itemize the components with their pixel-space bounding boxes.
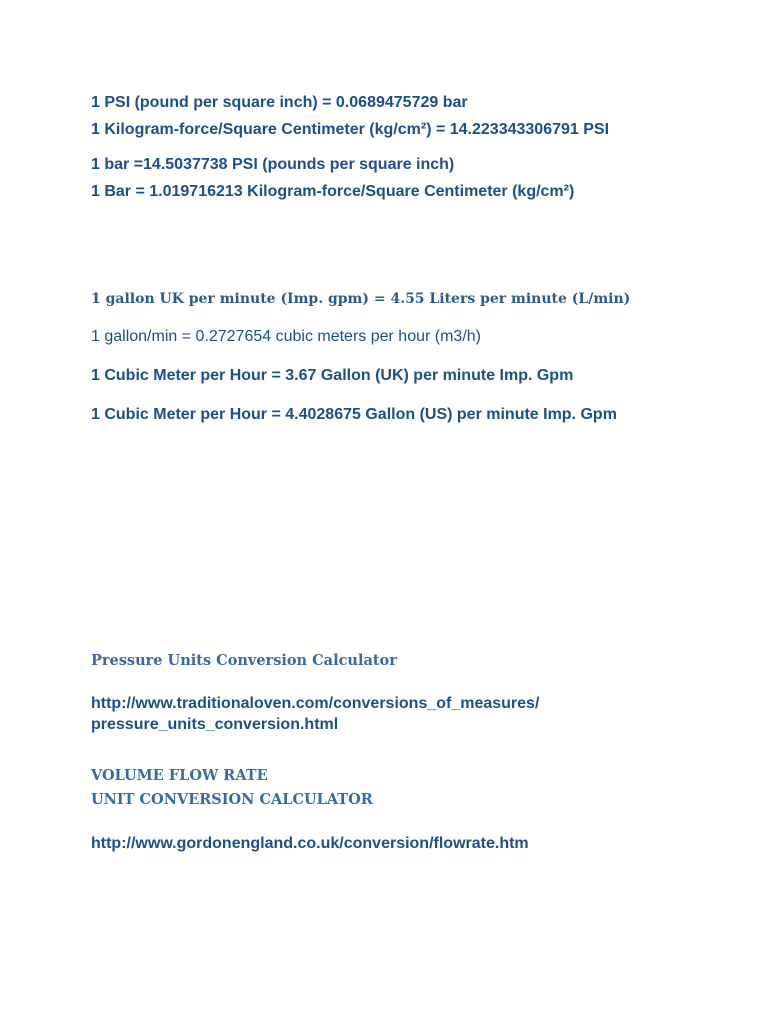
gallon-uk-to-liters-conversion: 1 gallon UK per minute (Imp. gpm) = 4.55 Liters per minute (L/min) <box>91 291 631 307</box>
cubic-meter-to-gallon-uk-conversion: 1 Cubic Meter per Hour = 3.67 Gallon (UK) per minute Imp. Gpm <box>91 367 574 384</box>
gallon-to-cubic-meters-conversion: 1 gallon/min = 0.2727654 cubic meters per hour (m3/h) <box>91 328 481 345</box>
bar-to-psi-conversion: 1 bar =14.5037738 PSI (pounds per square inch) <box>91 156 455 173</box>
volume-flow-rate-heading: VOLUME FLOW RATE <box>91 767 268 784</box>
pressure-calculator-heading: Pressure Units Conversion Calculator <box>91 652 397 669</box>
flow-rate-calculator-link[interactable]: http://www.gordonengland.co.uk/conversion/flowrate.htm <box>91 835 529 852</box>
unit-conversion-calculator-heading: UNIT CONVERSION CALCULATOR <box>91 791 373 808</box>
psi-to-bar-conversion: 1 PSI (pound per square inch) = 0.0689475729 bar <box>91 94 468 111</box>
pressure-calculator-link-part2[interactable]: pressure_units_conversion.html <box>91 716 339 733</box>
pressure-calculator-link-part1[interactable]: http://www.traditionaloven.com/conversions_of_measures/ <box>91 695 540 712</box>
kgcm2-to-psi-conversion: 1 Kilogram-force/Square Centimeter (kg/cm²) = 14.223343306791 PSI <box>91 121 610 138</box>
bar-to-kgcm2-conversion: 1 Bar = 1.019716213 Kilogram-force/Square Centimeter (kg/cm²) <box>91 183 575 200</box>
cubic-meter-to-gallon-us-conversion: 1 Cubic Meter per Hour = 4.4028675 Gallon (US) per minute Imp. Gpm <box>91 406 617 423</box>
